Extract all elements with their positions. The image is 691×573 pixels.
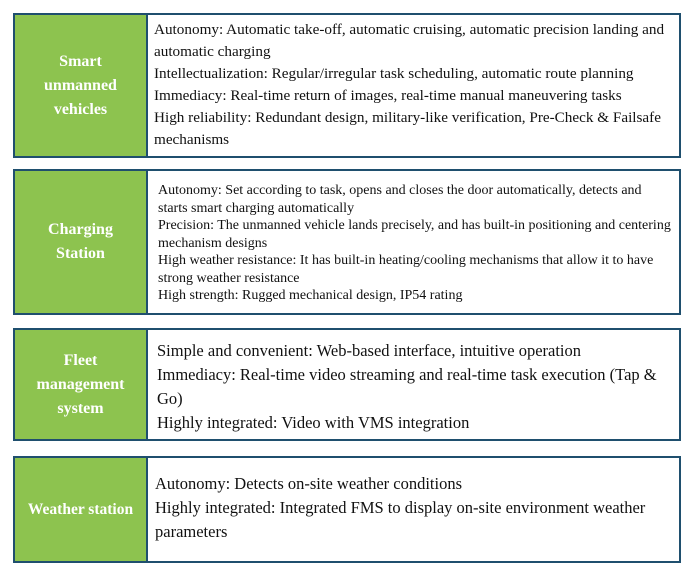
feature-line: Precision: The unmanned vehicle lands precisely, and has built-in positioning and centering mechanism designs	[158, 218, 671, 251]
row-label: Fleet management system	[15, 330, 148, 439]
feature-line: High weather resistance: It has built-in heating/cooling mechanisms that allow it to have strong weather resistance	[158, 253, 654, 286]
row-description	[148, 15, 679, 156]
feature-line: Highly integrated: Integrated FMS to display on-site environment weather parameters	[155, 498, 646, 541]
feature-line: Intellectualization: Regular/irregular task scheduling, automatic route planning	[154, 65, 634, 82]
row-label: Weather station	[15, 458, 148, 561]
row-charging-station	[13, 169, 681, 315]
row-smart-unmanned-vehicles	[13, 13, 681, 158]
row-weather-station	[13, 456, 681, 563]
feature-line: High strength: Rugged mechanical design, IP54 rating	[158, 288, 463, 303]
feature-line: Immediacy: Real-time video streaming and real-time task execution (Tap & Go)	[157, 365, 657, 408]
feature-line: Highly integrated: Video with VMS integration	[157, 413, 470, 432]
feature-line: Autonomy: Detects on-site weather conditions	[155, 474, 463, 493]
feature-line: Autonomy: Automatic take-off, automatic cruising, automatic precision landing and automatic charging	[154, 21, 665, 60]
row-fleet-management-system	[13, 328, 681, 441]
feature-line: Autonomy: Set according to task, opens and closes the door automatically, detects and starts smart charging automatically	[158, 183, 642, 216]
feature-line: High reliability: Redundant design, military-like verification, Pre-Check & Failsafe mechanisms	[154, 109, 661, 148]
feature-line: Simple and convenient: Web-based interface, intuitive operation	[157, 341, 582, 360]
feature-line: Immediacy: Real-time return of images, real-time manual maneuvering tasks	[154, 87, 622, 104]
row-label: Charging Station	[15, 171, 148, 313]
row-description	[148, 458, 679, 561]
row-label: Smart unmanned vehicles	[15, 15, 148, 156]
row-description	[148, 330, 679, 439]
row-description	[148, 171, 679, 313]
